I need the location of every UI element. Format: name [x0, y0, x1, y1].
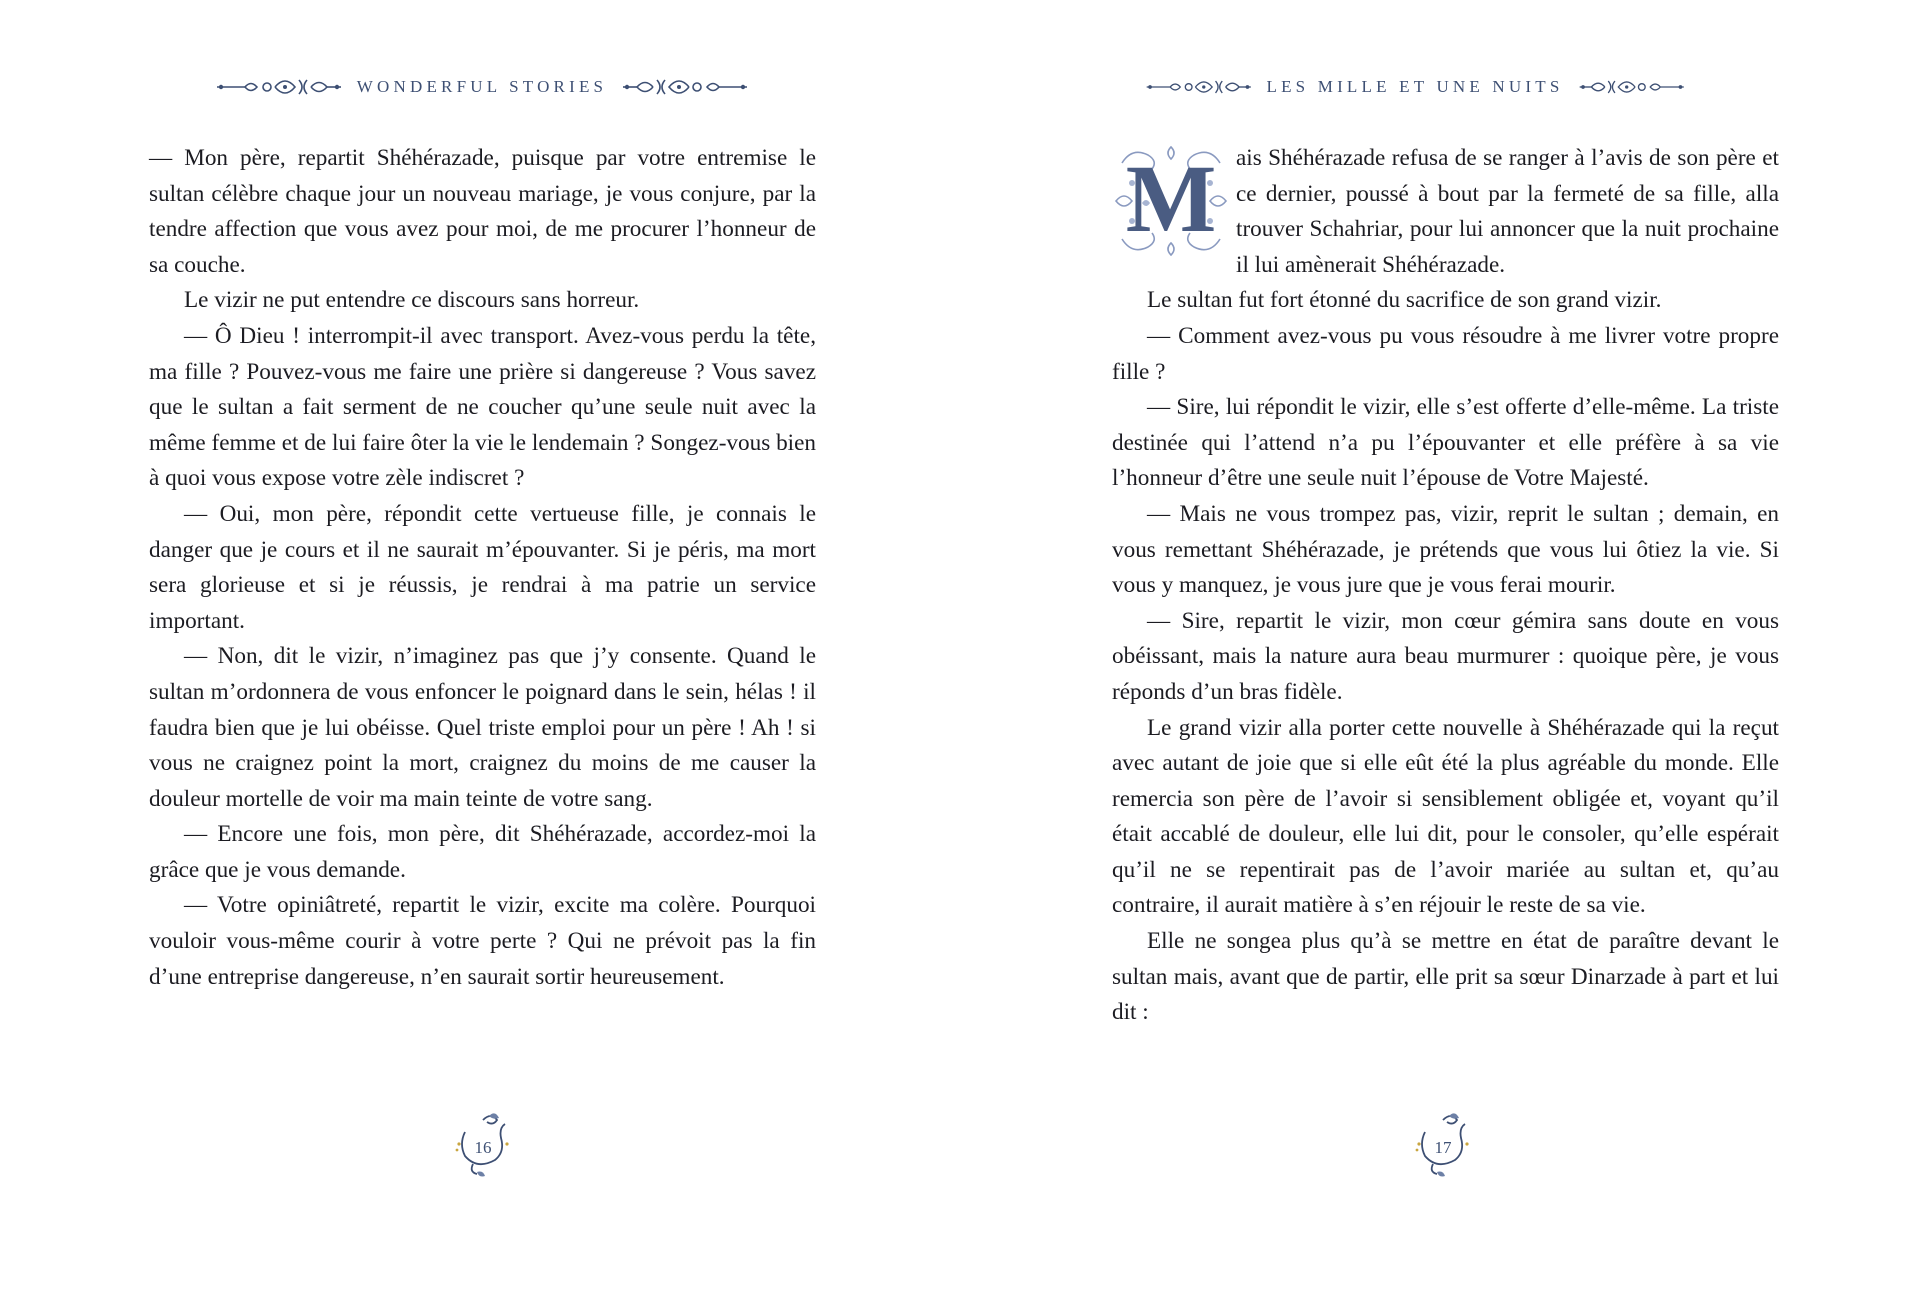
header-title: WONDERFUL STORIES — [356, 77, 608, 96]
body-text — [1112, 141, 1779, 1031]
paragraph: — Ô Dieu ! interrompit-il avec transport. Avez-vous perdu la tête, ma fille ? Pouvez-vous me faire une prière si dangereuse ? Vous savez que le sultan a fait serment de ne coucher qu’une seule nuit avec la même femme et de lui faire ôter la vie le lendemain ? Songez-vous bien à quoi vous expose votre zèle indiscret ? — [149, 322, 816, 492]
paragraph: — Non, dit le vizir, n’imaginez pas que j’y consente. Quand le sultan m’ordonnera de vous enfoncer le poignard dans le sein, hélas ! il faudra bien que je lui obéisse. Quel triste emploi pour un père ! Ah ! si vous ne craignez point la mort, craignez du moins de me causer la douleur mortelle de voir ma main teinte de votre sang. — [149, 643, 816, 812]
paragraph: Le vizir ne put entendre ce discours sans horreur. — [184, 287, 640, 314]
paragraph: — Sire, repartit le vizir, mon cœur gémira sans doute en vous obéissant, mais la nature aura beau murmurer : quoique père, je vous réponds d’un bras fidèle. — [1112, 607, 1779, 705]
paragraph: — Mon père, repartit Shéhérazade, puisque par votre entremise le sultan célèbre chaque jour un nouveau mariage, je vous conjure, par la tendre affection que vous avez pour moi, de me procurer l’honneur de sa couche. — [149, 145, 816, 278]
paragraph: — Comment avez-vous pu vous résoudre à me livrer votre propre fille ? — [1112, 322, 1779, 385]
paragraph: — Encore une fois, mon père, dit Shéhérazade, accordez-moi la grâce que je vous demande. — [149, 821, 816, 883]
paragraph: — Oui, mon père, répondit cette vertueuse fille, je connais le danger que je cours et il ne saurait m’épouvanter. Si je péris, ma mort sera glorieuse et si je réussis, je rendrai à ma patrie un service important. — [149, 500, 816, 634]
paragraph: Le grand vizir alla porter cette nouvelle à Shéhérazade qui la reçut avec autant de joie que si elle eût été la plus agréable du monde. Elle remercia son père de l’avoir si sensiblement obligée et, voyant qu’il était accablé de douleur, elle lui dit, pour le consoler, qu’elle espérait qu’il ne se repentirait pas de l’avoir mariée au sultan et, qu’au contraire, il aurait matière à s’en réjouir le reste de sa vie. — [1112, 714, 1779, 919]
body-text — [149, 141, 816, 995]
opening-paragraph-text: ais Shéhérazade refusa de se ranger à l’avis de son père et ce dernier, poussé à bout par la fermeté de sa fille, alla trouver Schahriar, pour lui annoncer que la nuit prochaine il lui amènerait Shéhérazade. — [1236, 145, 1779, 278]
header-ornament-right-icon — [621, 74, 749, 100]
paragraph: — Mais ne vous trompez pas, vizir, reprit le sultan ; demain, en vous remettant Shéhérazade, je prétends que vous lui ôtiez la vie. Si vous y manquez, je vous jure que je vous ferai mourir. — [1112, 500, 1779, 599]
right-page — [960, 0, 1920, 1312]
header-title: LES MILLE ET UNE NUITS — [1266, 77, 1564, 96]
dropcap-letter: M — [1125, 145, 1217, 252]
page-number-right — [1403, 1104, 1483, 1184]
page-number: 17 — [1434, 1138, 1452, 1157]
page-number: 16 — [474, 1138, 492, 1157]
dropcap — [1112, 143, 1230, 259]
paragraph: — Votre opiniâtreté, repartit le vizir, excite ma colère. Pourquoi vouloir vous-même courir à votre perte ? Qui ne prévoit pas la fin d’une entreprise dangereuse, n’en saurait sortir heureusement. — [149, 892, 816, 990]
paragraph: Elle ne songea plus qu’à se mettre en état de paraître devant le sultan mais, avant que de partir, elle prit sa sœur Dinarzade à part et lui dit : — [1112, 928, 1779, 1026]
paragraph: Le sultan fut fort étonné du sacrifice de son grand vizir. — [1147, 287, 1662, 314]
page-number-left — [443, 1104, 523, 1184]
header-ornament-left-icon — [215, 74, 343, 100]
paragraph: — Sire, lui répondit le vizir, elle s’est offerte d’elle-même. La triste destinée qui l’attend n’a pu l’épouvanter et elle préfère à sa vie l’honneur d’être une seule nuit l’épouse de Votre Majesté. — [1112, 394, 1779, 492]
opening-paragraph — [1112, 141, 1779, 283]
header-ornament-right-icon — [1578, 74, 1685, 100]
header-ornament-left-icon — [1145, 74, 1252, 100]
running-header-right — [1145, 72, 1685, 102]
running-header-left — [212, 72, 752, 102]
